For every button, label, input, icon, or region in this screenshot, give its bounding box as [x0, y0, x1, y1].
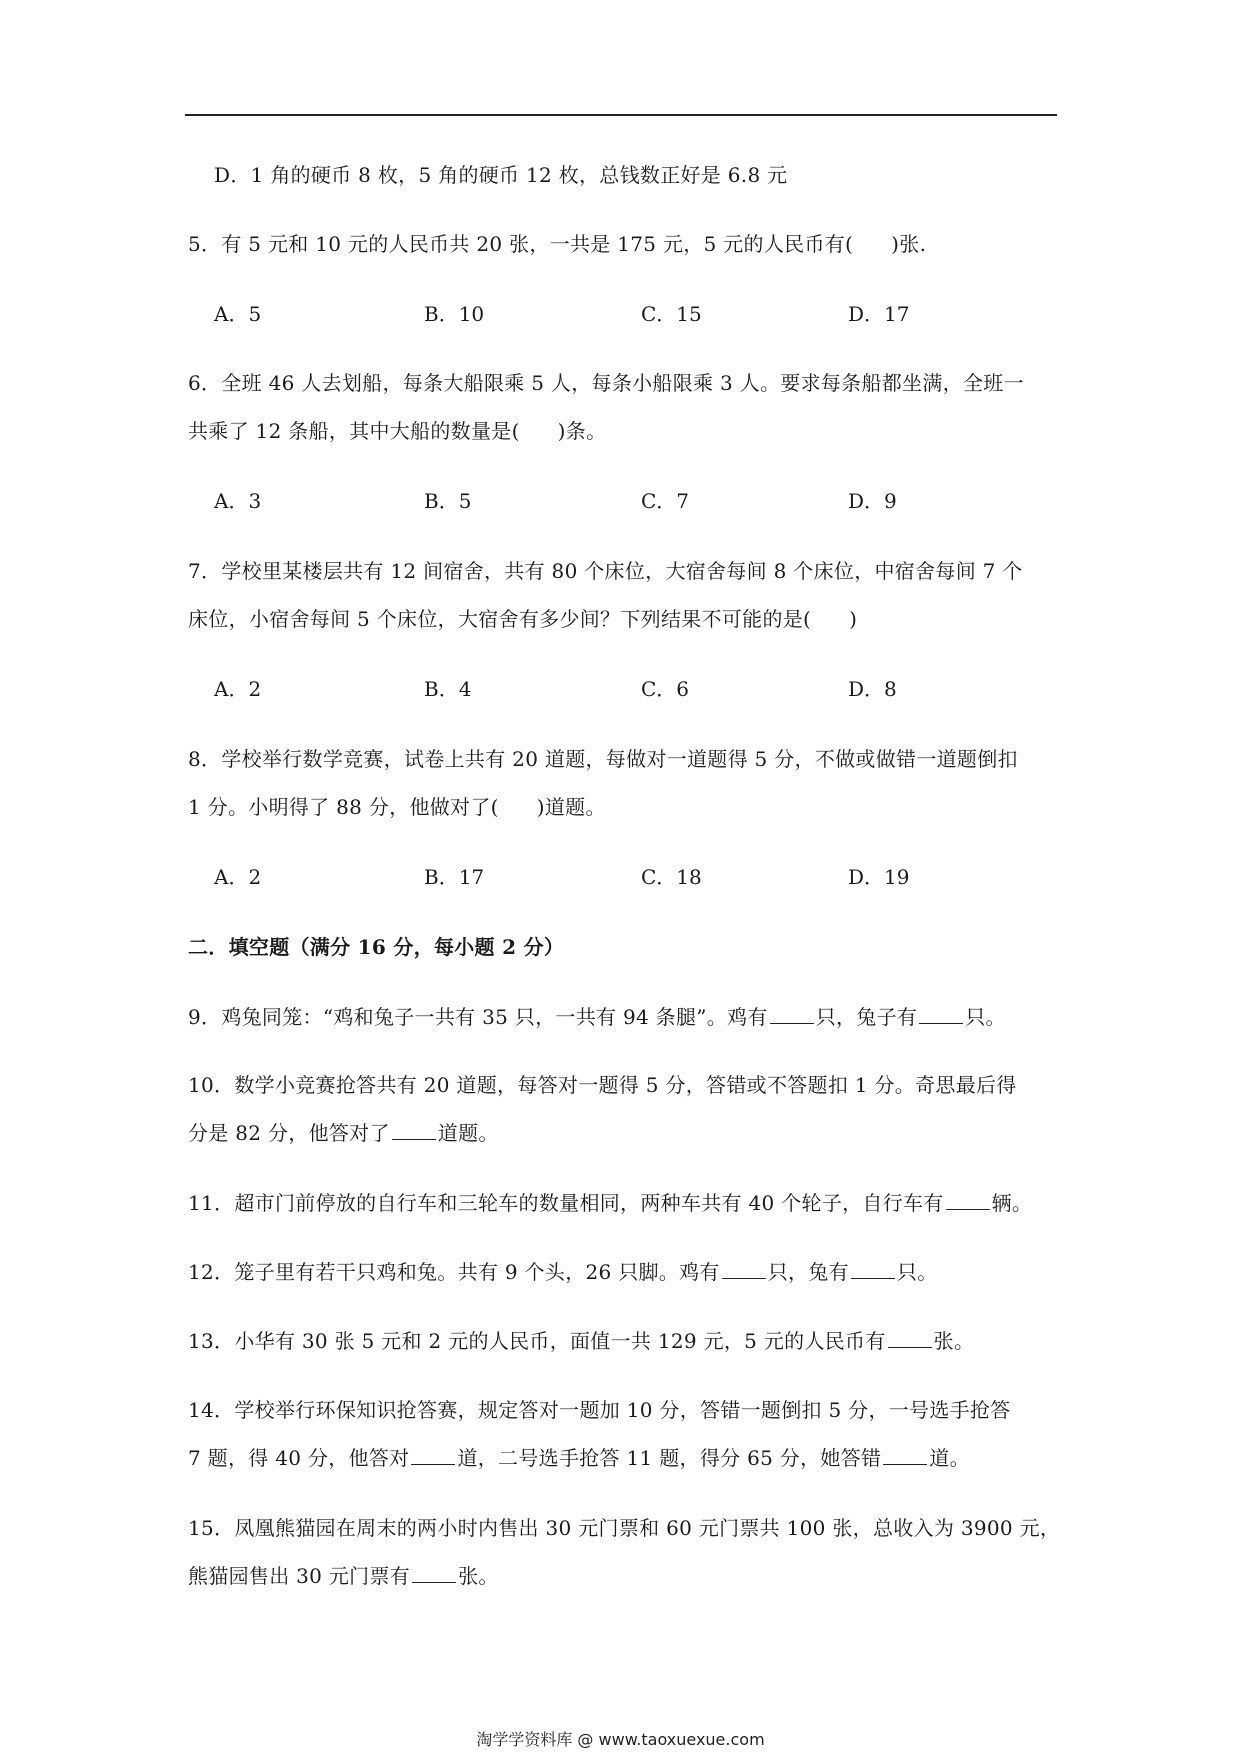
q15-line2	[188, 1563, 499, 1589]
q15-line1: 15．凤凰熊猫园在周末的两小时内售出 30 元门票和 60 元门票共 100 张，总收入为 3900 元，	[188, 1516, 1061, 1540]
q9-text-c: 只。	[965, 1005, 1006, 1029]
q6-option-b: B．5	[424, 489, 472, 513]
q14-blank-1[interactable]	[411, 1446, 455, 1465]
q12-blank-2[interactable]	[851, 1260, 895, 1279]
q9-blank-2[interactable]	[919, 1005, 963, 1024]
q7-option-d: D．8	[848, 677, 897, 701]
q8-option-c: C．18	[641, 865, 702, 889]
q8-option-a: A．2	[214, 865, 262, 889]
q6-option-d: D．9	[848, 489, 897, 513]
q7-line2-text-b: )	[849, 607, 858, 631]
q12-text-a: 12．笼子里有若干只鸡和兔。共有 9 个头，26 只脚。鸡有	[188, 1260, 720, 1284]
q8-line2-text-b: )道题。	[536, 795, 606, 819]
q9-text-b: 只，兔子有	[815, 1005, 918, 1029]
q15-line2-text-a: 熊猫园售出 30 元门票有	[188, 1564, 411, 1588]
q6-option-c: C．7	[641, 489, 690, 513]
q7-line2-text-a: 床位，小宿舍每间 5 个床位，大宿舍有多少间？下列结果不可能的是(	[188, 607, 812, 631]
q11-line	[188, 1190, 1032, 1216]
q7-option-c: C．6	[641, 677, 690, 701]
q6-line1: 6．全班 46 人去划船，每条大船限乘 5 人，每条小船限乘 3 人。要求每条船都坐满，全班一	[188, 371, 1024, 395]
q12-line	[188, 1259, 938, 1285]
q6-line2	[188, 418, 606, 444]
q9-blank-1[interactable]	[770, 1005, 814, 1024]
q6-option-a: A．3	[214, 489, 262, 513]
q13-line	[188, 1328, 974, 1354]
q14-line2	[188, 1445, 970, 1471]
q10-line2-text-b: 道题。	[437, 1121, 499, 1145]
q9-line	[188, 1004, 1006, 1030]
q7-option-a: A．2	[214, 677, 262, 701]
q6-line2-text-b: )条。	[557, 419, 607, 443]
q8-option-b: B．17	[424, 865, 485, 889]
q10-line1: 10．数学小竞赛抢答共有 20 道题，每答对一题得 5 分，答错或不答题扣 1 分。奇思最后得	[188, 1073, 1017, 1097]
q11-text-a: 11．超市门前停放的自行车和三轮车的数量相同，两种车共有 40 个轮子，自行车有	[188, 1191, 944, 1215]
q8-line2-text-a: 1 分。小明得了 88 分，他做对了(	[188, 795, 499, 819]
q10-line2-text-a: 分是 82 分，他答对了	[188, 1121, 390, 1145]
q10-blank[interactable]	[392, 1121, 436, 1140]
footer-watermark: 淘学学资料库 @ www.taoxuexue.com	[476, 1730, 765, 1749]
q14-line2-text-a: 7 题，得 40 分，他答对	[188, 1446, 410, 1470]
q13-blank[interactable]	[888, 1329, 932, 1348]
q15-line2-text-b: 张。	[458, 1564, 499, 1588]
q11-text-b: 辆。	[991, 1191, 1033, 1215]
q11-blank[interactable]	[946, 1191, 990, 1210]
q8-line2	[188, 794, 606, 820]
q7-option-b: B．4	[424, 677, 472, 701]
q5-stem	[188, 231, 926, 257]
q14-line2-text-b: 道，二号选手抢答 11 题，得分 65 分，她答错	[457, 1446, 882, 1470]
q4-option-d: D．1 角的硬币 8 枚，5 角的硬币 12 枚，总钱数正好是 6.8 元	[214, 163, 788, 187]
q5-option-d: D．17	[848, 302, 910, 326]
q13-text-b: 张。	[933, 1329, 975, 1353]
q9-text-a: 9．鸡兔同笼：“鸡和兔子一共有 35 只，一共有 94 条腿”。鸡有	[188, 1005, 768, 1029]
q14-blank-2[interactable]	[883, 1446, 927, 1465]
q5-option-c: C．15	[641, 302, 702, 326]
q5-option-b: B．10	[424, 302, 485, 326]
q14-line2-text-c: 道。	[929, 1446, 970, 1470]
q5-stem-text-a: 5．有 5 元和 10 元的人民币共 20 张，一共是 175 元，5 元的人民币有(	[188, 232, 854, 256]
q8-option-d: D．19	[848, 865, 910, 889]
q5-stem-text-b: )张.	[891, 232, 927, 256]
q10-line2	[188, 1120, 499, 1146]
q5-option-a: A．5	[214, 302, 262, 326]
q7-line2	[188, 606, 857, 632]
header-rule	[185, 114, 1057, 116]
q6-line2-text-a: 共乘了 12 条船，其中大船的数量是(	[188, 419, 520, 443]
q12-text-b: 只，兔有	[767, 1260, 849, 1284]
section-title: 二．填空题（满分 16 分，每小题 2 分）	[188, 935, 565, 959]
q15-blank[interactable]	[412, 1564, 456, 1583]
q14-line1: 14．学校举行环保知识抢答赛，规定答对一题加 10 分，答错一题倒扣 5 分，一号选手抢答	[188, 1398, 1011, 1422]
q8-line1: 8．学校举行数学竞赛，试卷上共有 20 道题，每做对一道题得 5 分，不做或做错一道题倒扣	[188, 747, 1018, 771]
q7-line1: 7．学校里某楼层共有 12 间宿舍，共有 80 个床位，大宿舍每间 8 个床位，中宿舍每间 7 个	[188, 559, 1023, 583]
q13-text-a: 13．小华有 30 张 5 元和 2 元的人民币，面值一共 129 元，5 元的人民币有	[188, 1329, 886, 1353]
q12-text-c: 只。	[896, 1260, 938, 1284]
q12-blank-1[interactable]	[722, 1260, 766, 1279]
